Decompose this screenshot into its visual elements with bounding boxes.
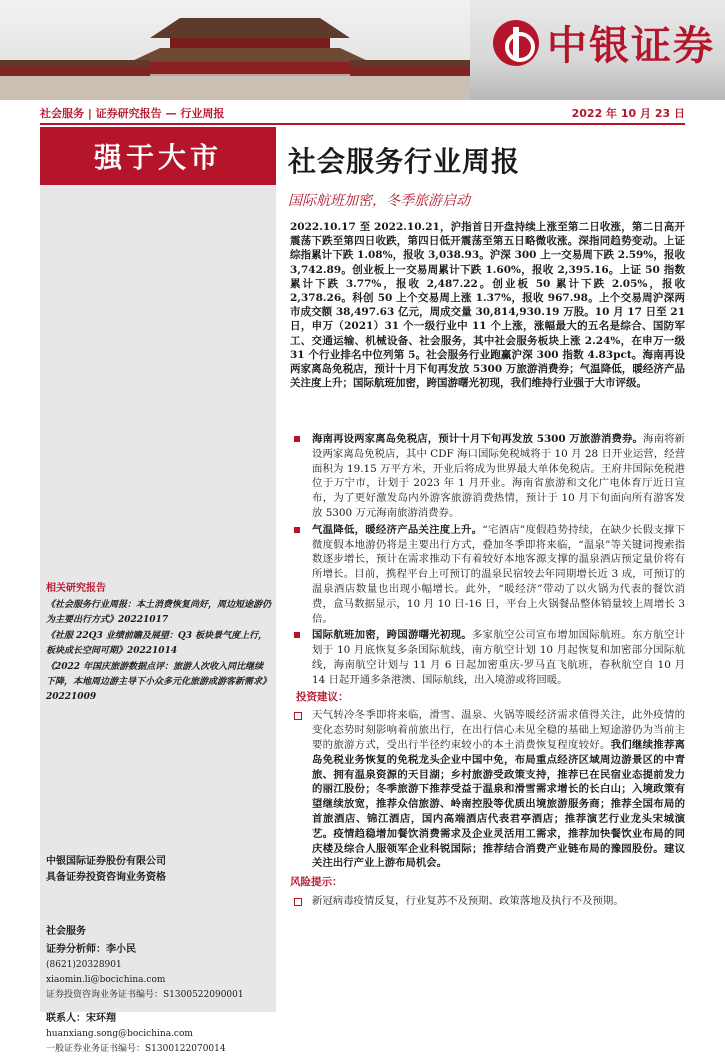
analyst-info [46, 942, 272, 1057]
bullet-item [290, 432, 685, 521]
related-reports [46, 581, 272, 706]
bullet-head: 气温降低，暖经济产品关注度上升。 [312, 523, 483, 536]
related-report-item[interactable]: 《2022 年国庆旅游数据点评：旅游人次收入同比继续下降，本地周边游主导下小众多元化旅游成游客新需求》20221009 [46, 662, 272, 702]
left-sidebar [40, 127, 276, 1054]
bullet-item [290, 628, 685, 687]
risk-item [290, 894, 685, 909]
palace-photo [0, 0, 470, 100]
contact-name: 联系人：宋环翔 [46, 1013, 116, 1024]
page-title: 社会服务行业周报 [288, 145, 521, 178]
risk-text: 新冠病毒疫情反复，行业复苏不及预期、政策落地及执行不及预期。 [312, 894, 624, 907]
analyst-cert: 证券投资咨询业务证书编号：S1300522090001 [46, 990, 244, 1000]
summary-paragraph: 2022.10.17 至 2022.10.21，沪指首日开盘持续上涨至第二日收涨，第二日高开震荡下跌至第四日收跌，第四日低开震荡至第五日略微收涨。深指同趋势变动。上证综指累计下跌 1.08%，报收 3,038.93。沪深 300 上一交易周下跌 2.59%，报收 3,742.89。创业板上一交易周累计下跌 1.60%，报收 2,395.16。上证 50 指数累计下跌 3.77%，报收 2,487.22。创业板 50 累计下跌 2.05%，报收 2,378.26。科创 50 上个交易周上涨 1.37%，报收 967.98。上个交易周沪深两市成交额 38,497.63 亿元，周成交量 30,814,930.19 万股。10 月 17 日至 21 日，申万（2021）31 个一级行业中 11 个上涨，涨幅最大的五名是综合、国防军工、交通运输、机械设备、社会服务，其中社会服务板块上涨 2.24%，在申万一级 31 个行业排名中位列第 5。社会服务行业跑赢沪深 300 指数 4.83pct。海南再设两家离岛免税店，预计十月下旬再发放 5300 万旅游消费券；气温降低，暖经济产品关注度上升；国际航班加密，跨国游曙光初现，我们维持行业强于大市评级。 [290, 221, 685, 390]
report-category: 社会服务 | 证券研究报告 — 行业周报 [40, 107, 225, 120]
content-bullets [290, 432, 685, 911]
category-bar [40, 103, 685, 125]
boc-logo-icon [493, 20, 539, 66]
sector-label: 社会服务 [46, 926, 86, 937]
brand [493, 14, 715, 71]
related-report-item[interactable]: 《社服 22Q3 业绩前瞻及展望：Q3 板块景气度上行，板块成长空间可期》20221014 [46, 631, 268, 656]
contact-email[interactable]: huanxiang.song@bocichina.com [46, 1029, 193, 1039]
company-qualification: 具备证券投资咨询业务资格 [46, 872, 166, 883]
analyst-email[interactable]: xiaomin.li@bocichina.com [46, 975, 166, 985]
invest-advice-item [290, 708, 685, 871]
invest-advice-bold: 我们继续推荐离岛免税业务恢复的免税龙头企业中国中免，布局重点经济区域周边游景区的中青旅、拥有温泉资源的天目湖；乡村旅游受政策支持，推荐已在民宿业态提前发力的丽江股份；冬季旅游下推荐受益于温泉和滑雪需求增长的长白山；入境政策有望继续放宽，推荐众信旅游、岭南控股等优质出境旅游服务商；推荐全国布局的首旅酒店、锦江酒店，国内高端酒店代表君亭酒店；推荐演艺行业龙头宋城演艺。疫情趋稳增加餐饮消费需求及企业灵活用工需求，推荐加快餐饮业布局的同庆楼及综合人服领军企业科锐国际；推荐结合消费产业链布局的豫园股份。建议关注出行产业上游布局机会。 [312, 738, 686, 870]
related-reports-title: 相关研究报告 [46, 583, 106, 594]
company-info [46, 854, 272, 886]
page-subtitle: 国际航班加密，冬季旅游启动 [288, 193, 470, 209]
bullet-body: 海南将新设两家离岛免税店，其中 CDF 海口国际免税城将于 10 月 28 日开业运营，经营面积为 19.15 万平方米，开业后将成为世界最大单体免税店。王府井国际免税港位于万宁市，计划于 2023 年 1 月开业。海南省旅游和文化广电体育厅近日宣布，为了更好激发岛内外游客旅游消费热情，预计于 10 月下旬面向所有游客发放 5300 万元海南旅游消费券。 [312, 433, 686, 519]
bullet-body: “宅酒店”度假趋势持续，在缺少长假支撑下微度假本地游仍将是主要出行方式，叠加冬季即将来临，“温泉”等关键词搜索指数逐步增长，预计在需求推动下有着较好本地客源支撑的温泉酒店预定量价将有所增长。目前，携程平台上可预订的温泉民宿较去年同期增长近 3 成，可预订的温泉酒店数量也出现小幅增长。此外，“暖经济”带动了以火锅为代表的餐饮消费，盒马数据显示，10 月 10 日-16 日，平台上火锅餐品整体销量较上周增长 3 倍。 [312, 523, 685, 625]
rating-slogan: 强于大市 [40, 127, 276, 185]
bullet-head: 海南再设两家离岛免税店，预计十月下旬再发放 5300 万旅游消费券。 [312, 433, 644, 445]
company-name: 中银国际证券股份有限公司 [46, 856, 166, 867]
invest-advice-label: 投资建议： [296, 690, 349, 703]
related-report-item[interactable]: 《社会服务行业周报：本土消费恢复尚好，周边短途游仍为主要出行方式》20221017 [46, 600, 272, 625]
contact-cert: 一般证券业务证书编号：S1300122070014 [46, 1044, 226, 1054]
header-banner [0, 0, 725, 100]
analyst-name: 证券分析师：李小民 [46, 944, 136, 955]
bullet-body: 多家航空公司宣布增加国际航班。东方航空计划于 10 月底恢复多条国际航线，南方航空计划 10 月起恢复和加密部分国际航线，海南航空计划与 11 月 6 日起加密重庆-罗马直飞航班，春秋航空自 10 月 14 日起开通多条港澳、国际航线，出入境游或将回暖。 [312, 629, 686, 686]
report-date: 2022 年 10 月 23 日 [571, 107, 685, 120]
invest-advice-text: 天气转冷冬季即将来临，滑雪、温泉、火锅等暖经济需求值得关注，此外疫情的变化态势时刻影响着前旅出行，在出行信心未见全稳的基础上短途游仍为当前主要的旅游方式，受出行半径约束较小的本土消费恢复程度较好。 [312, 709, 685, 751]
brand-name: 中银证券 [547, 23, 715, 69]
risk-label: 风险提示： [290, 876, 343, 889]
bullet-item [290, 523, 685, 627]
analyst-phone: (8621)20328901 [46, 960, 122, 970]
bullet-head: 国际航班加密，跨国游曙光初现。 [312, 629, 472, 642]
